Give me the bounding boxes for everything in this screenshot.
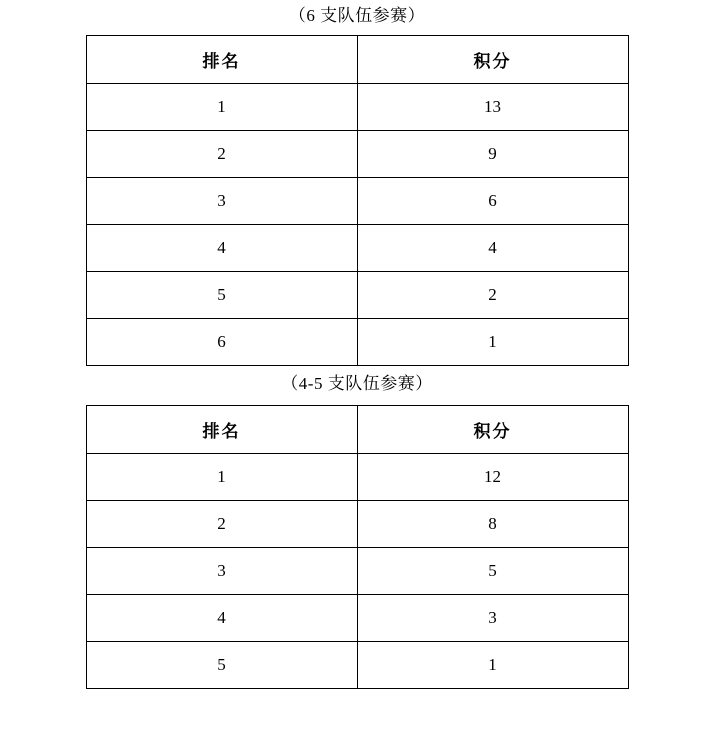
- table-row: [86, 272, 628, 319]
- cell-points: 1: [357, 319, 628, 366]
- cell-rank: 5: [86, 272, 357, 319]
- cell-rank: 4: [86, 225, 357, 272]
- table-row: [86, 547, 628, 594]
- cell-points: 6: [357, 178, 628, 225]
- score-table-four-five-teams: [86, 405, 629, 689]
- table-header-row: [86, 405, 628, 453]
- column-header-rank: 排名: [86, 36, 357, 84]
- table-header-four-five-teams: [86, 405, 628, 453]
- cell-rank: 2: [86, 131, 357, 178]
- cell-rank: 5: [86, 641, 357, 688]
- cell-rank: 3: [86, 178, 357, 225]
- cell-points: 9: [357, 131, 628, 178]
- table-row: [86, 84, 628, 131]
- table-header-six-teams: [86, 36, 628, 84]
- cell-points: 4: [357, 225, 628, 272]
- table-row: [86, 225, 628, 272]
- cell-points: 1: [357, 641, 628, 688]
- cell-rank: 2: [86, 500, 357, 547]
- cell-points: 5: [357, 547, 628, 594]
- table-header-row: [86, 36, 628, 84]
- table-row: [86, 178, 628, 225]
- table-row: [86, 453, 628, 500]
- cell-points: 12: [357, 453, 628, 500]
- table-caption-four-five-teams: （4-5 支队伍参赛）: [281, 374, 433, 394]
- column-header-points: 积分: [357, 405, 628, 453]
- cell-rank: 4: [86, 594, 357, 641]
- table-body-six-teams: [86, 84, 628, 366]
- table-row: [86, 594, 628, 641]
- page-bottom-spacer: [0, 689, 714, 705]
- cell-rank: 1: [86, 84, 357, 131]
- cell-points: 8: [357, 500, 628, 547]
- column-header-rank: 排名: [86, 405, 357, 453]
- table-row: [86, 319, 628, 366]
- column-header-points: 积分: [357, 36, 628, 84]
- table-row: [86, 500, 628, 547]
- score-table-six-teams: [86, 35, 629, 366]
- cell-points: 13: [357, 84, 628, 131]
- table-caption-six-teams: （6 支队伍参赛）: [288, 6, 426, 25]
- table-body-four-five-teams: [86, 453, 628, 688]
- cell-points: 3: [357, 594, 628, 641]
- table-row: [86, 641, 628, 688]
- cell-points: 2: [357, 272, 628, 319]
- cell-rank: 6: [86, 319, 357, 366]
- table-row: [86, 131, 628, 178]
- cell-rank: 1: [86, 453, 357, 500]
- cell-rank: 3: [86, 547, 357, 594]
